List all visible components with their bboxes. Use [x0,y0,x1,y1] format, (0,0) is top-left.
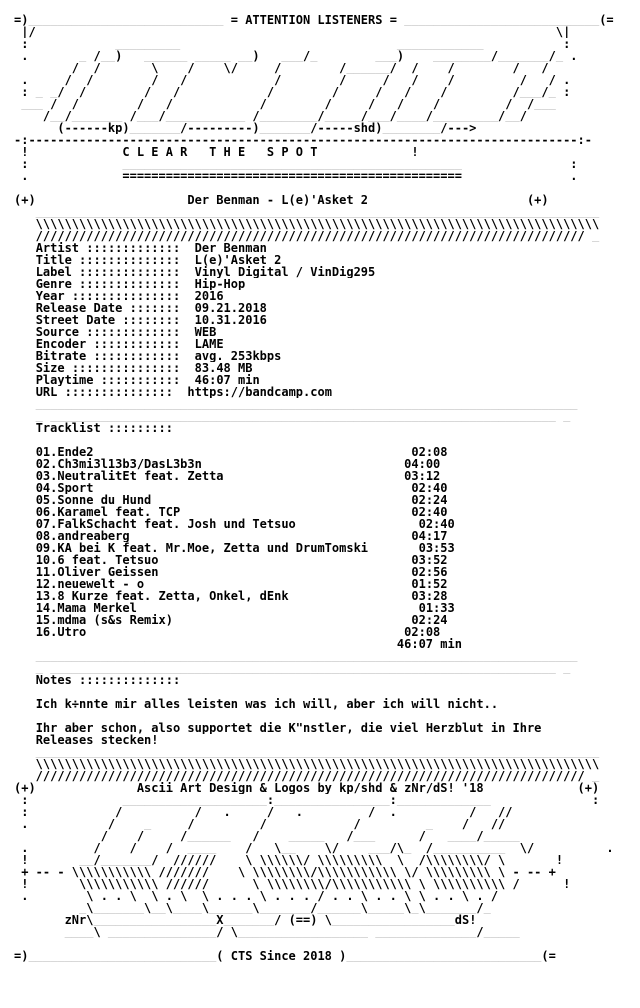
info-label: Encoder [35,338,87,350]
divider: _ ______________________________________________________________________ _ [14,410,571,422]
track-name: 16.Utro [35,626,87,638]
banner-label: ATTENTION LISTENERS [245,14,383,26]
info-label: URL [35,386,58,398]
ascii-art-line: _\_______\__\____\______\_______/______\_____\_\_______/_ [14,902,491,914]
track-time: 02:56 [411,566,448,578]
tagline: C L E A R T H E S P O T [122,146,318,158]
credits-line: (+) Ascii Art Design & Logos by kp/shd & zNr/dS! '18 (+) [14,782,600,794]
banner-line: =)___________________________ = ATTENTION LISTENERS = ___________________________(= [14,14,614,26]
art-credit-right: shd [353,122,376,134]
ascii-art-line: (------kp)_______/---------)_______/-----shd)________/---> [14,122,477,134]
track-time: 03:52 [411,554,448,566]
info-row: URL ::::::::::::::: https://bandcamp.com [35,386,332,398]
info-row: Playtime ::::::::::: 46:07 min [35,374,260,386]
track-time: 03:28 [411,590,448,602]
info-value: LAME [194,338,224,350]
track-time: 04:17 [411,530,448,542]
track-name: 01.Ende2 [35,446,94,458]
info-label: Bitrate [35,350,87,362]
info-label: Genre [35,278,72,290]
track-time: 02:40 [418,518,455,530]
info-row: Street Date :::::::: 10.31.2016 [35,314,267,326]
nfo-document [14,14,614,962]
info-label: Size [35,362,65,374]
info-label: Playtime [35,374,94,386]
info-label: Source [35,326,80,338]
track-row [14,530,614,542]
divider: ___________________________________________________________________________ [14,650,578,662]
track-time: 02:40 [411,482,448,494]
track-time: 02:08 [411,446,448,458]
divider: //////////////////////////////////////////////////////////////////////////// _ [14,770,600,782]
divider: : _______________________________________________ : [14,158,578,170]
art-tag-right: dS! [454,914,477,926]
track-row [14,566,614,578]
info-value: https://bandcamp.com [187,386,332,398]
info-label: Label [35,266,72,278]
art-tag-center: (==) [288,914,318,926]
release-title: Der Benman - L(e)'Asket 2 [187,194,369,206]
track-row [14,542,614,554]
track-row [14,506,614,518]
track-row [14,590,614,602]
ascii-art-line: : ____________________:________________:_____________ : [14,794,600,806]
ascii-art-line: . / / / / / / / / / / / . [14,74,571,86]
ascii-art-line: ___ / / / / / / / / / / /___ [14,98,564,110]
divider: -:----------------------------------------------------------------------------:- [14,134,592,146]
divider: ______________________________________________________________________________ [14,746,600,758]
total-time-line [14,638,614,650]
info-value: 2016 [194,290,224,302]
notes-heading-line: Notes :::::::::::::: [35,674,181,686]
track-row [14,578,614,590]
track-row [14,458,614,470]
track-time: 01:33 [418,602,455,614]
ascii-art-line: /__/_______ /___/___________ /________/_____/___/____/_________/__/ [14,110,527,122]
track-name: 08.andreaberg [35,530,130,542]
track-row [14,494,614,506]
info-value: avg. 253kbps [194,350,282,362]
track-time: 03:53 [418,542,455,554]
info-label: Title [35,254,72,266]
ascii-art-line: / / \ / \/ / /______/ / / / / [14,62,549,74]
track-time: 02:40 [411,506,448,518]
info-value: L(e)'Asket 2 [194,254,282,266]
track-name: 05.Sonne du Hund [35,494,152,506]
ascii-art-line: : _ _/ / / / / / / / / /___/_ : [14,86,571,98]
divider: //////////////////////////////////////////////////////////////////////////// _ [14,230,600,242]
track-time: 02:24 [411,494,448,506]
info-value: 83.48 MB [194,362,253,374]
note-line [14,734,614,746]
info-value: Vinyl Digital / VinDig295 [194,266,376,278]
track-time: 01:52 [411,578,448,590]
info-label: Street Date [35,314,116,326]
footer-line: =)__________________________( CTS Since 2018 )___________________________(= [14,950,556,962]
track-name: 11.Oliver Geissen [35,566,159,578]
track-name: 07.FalkSchacht feat. Josh und Tetsuo [35,518,296,530]
total-time: 46:07 min [396,638,462,650]
info-row: Encoder :::::::::::: LAME [35,338,224,350]
footer-credits: Ascii Art Design & Logos by kp/shd & zNr/dS! '18 [136,782,484,794]
info-row: Bitrate :::::::::::: avg. 253kbps [35,350,282,362]
ascii-art-line: . \ . . \ \ . \ \ . . . \ . . . / . . \ . . \ \ . . \ . / [14,890,499,902]
track-row [14,470,614,482]
ascii-art-line: ! \\\\\\\\\\\ ////// \ \\\\\\\\/\\\\\\\\\\\ \ \\\\\\\\\\ / ! [14,878,571,890]
note-line [14,722,614,734]
art-tag-left: zNr [64,914,87,926]
track-name: 04.Sport [35,482,94,494]
tagline-line: ! C L E A R T H E S P O T ! [14,146,419,158]
info-row: Artist ::::::::::::: Der Benman [35,242,267,254]
ascii-art-line: . / _ / / / _ / // [14,818,506,830]
info-row: Source ::::::::::::: WEB [35,326,217,338]
info-label: Release Date [35,302,123,314]
info-row: Label :::::::::::::: Vinyl Digital / VinDig295 [35,266,376,278]
track-row [14,626,614,638]
ascii-art-line: ____\ _______________/ \__________________ ______________/_____ [14,926,520,938]
info-value: WEB [194,326,217,338]
divider: ___________________________________________________________________________ [14,398,578,410]
tracklist-heading: Tracklist [35,422,101,434]
note-text: Releases stecken! [35,734,159,746]
divider: _ ______________________________________________________________________ _ [14,662,571,674]
ascii-art-line: : _________ ____________ : [14,38,571,50]
track-row [14,446,614,458]
note-text: Ich k÷nnte mir alles leisten was ich will, aber ich will nicht.. [35,698,499,710]
info-label: Artist [35,242,80,254]
ascii-art-line: + -- - \\\\\\\\\\\ /////// \ \\\\\\\\/\\\\\\\\\\\ \/ \\\\\\\\\ \ - -- + [14,866,556,878]
divider: ______________________________________________________________________________ [14,206,600,218]
track-row [14,482,614,494]
track-name: 10.6 feat. Tetsuo [35,554,159,566]
art-credit-left: kp [107,122,123,134]
ascii-art-line: ! __/_______/ ////// \ \\\\\\/ \\\\\\\\\ \ /\\\\\\\\/ \ ! [14,854,564,866]
note-line [14,698,614,710]
info-row: Genre :::::::::::::: Hip-Hop [35,278,246,290]
release-title-line: (+) Der Benman - L(e)'Asket 2 (+) [14,194,549,206]
ascii-art-line: : / / . / . / . / // [14,806,513,818]
ascii-art-line: |/ \| [14,26,571,38]
track-name: 14.Mama Merkel [35,602,137,614]
info-row: Title :::::::::::::: L(e)'Asket 2 [35,254,282,266]
track-name: 03.NeutralitÉt feat. Zetta [35,470,224,482]
note-text: Ihr aber schon, also supportet die K"nstler, die viel Herzblut in Ihre [35,722,542,734]
track-name: 09.KA bei K feat. Mr.Moe, Zetta und DrumTomski [35,542,369,554]
track-time: 02:08 [404,626,441,638]
footer-since: ( CTS Since 2018 ) [216,950,347,962]
ascii-art-line: . / / / ____ / \__ \/ ___/\_ /__________ \/ . [14,842,614,854]
track-row [14,614,614,626]
divider: . =============================================== . [14,170,578,182]
track-name: 06.Karamel feat. TCP [35,506,181,518]
info-value: 10.31.2016 [194,314,267,326]
track-time: 03:12 [404,470,441,482]
track-name: 12.neuewelt - o [35,578,145,590]
ascii-art-tags: zNr\_________________X_______/ (==) \_________________dS! [64,914,477,926]
ascii-art-line: / / /______ / _____ /___ / ____/_____ [14,830,520,842]
notes-heading: Notes [35,674,72,686]
track-row [14,602,614,614]
track-time: 04:00 [404,458,441,470]
info-row: Release Date ::::::: 09.21.2018 [35,302,267,314]
divider: \\\\\\\\\\\\\\\\\\\\\\\\\\\\\\\\\\\\\\\\\\\\\\\\\\\\\\\\\\\\\\\\\\\\\\\\\\\\\\ [14,218,600,230]
info-row: Year ::::::::::::::: 2016 [35,290,224,302]
tracklist-heading-line: Tracklist ::::::::: [35,422,173,434]
info-label: Year [35,290,65,302]
info-value: Hip-Hop [194,278,246,290]
track-row [14,554,614,566]
info-row: Size ::::::::::::::: 83.48 MB [35,362,253,374]
track-row [14,518,614,530]
track-name: 15.mdma (s&s Remix) [35,614,173,626]
ascii-art-line: . _ /__) ______ _____ __) ___/_ ___) ________/_______/_ . [14,50,578,62]
divider: \\\\\\\\\\\\\\\\\\\\\\\\\\\\\\\\\\\\\\\\\\\\\\\\\\\\\\\\\\\\\\\\\\\\\\\\\\\\\\ [14,758,600,770]
info-value: Der Benman [194,242,267,254]
info-value: 46:07 min [194,374,260,386]
info-value: 09.21.2018 [194,302,267,314]
track-time: 02:24 [411,614,448,626]
track-name: 02.Ch3mi3l13b3/DasL3b3n [35,458,202,470]
track-name: 13.8 Kurze feat. Zetta, Onkel, dEnk [35,590,289,602]
